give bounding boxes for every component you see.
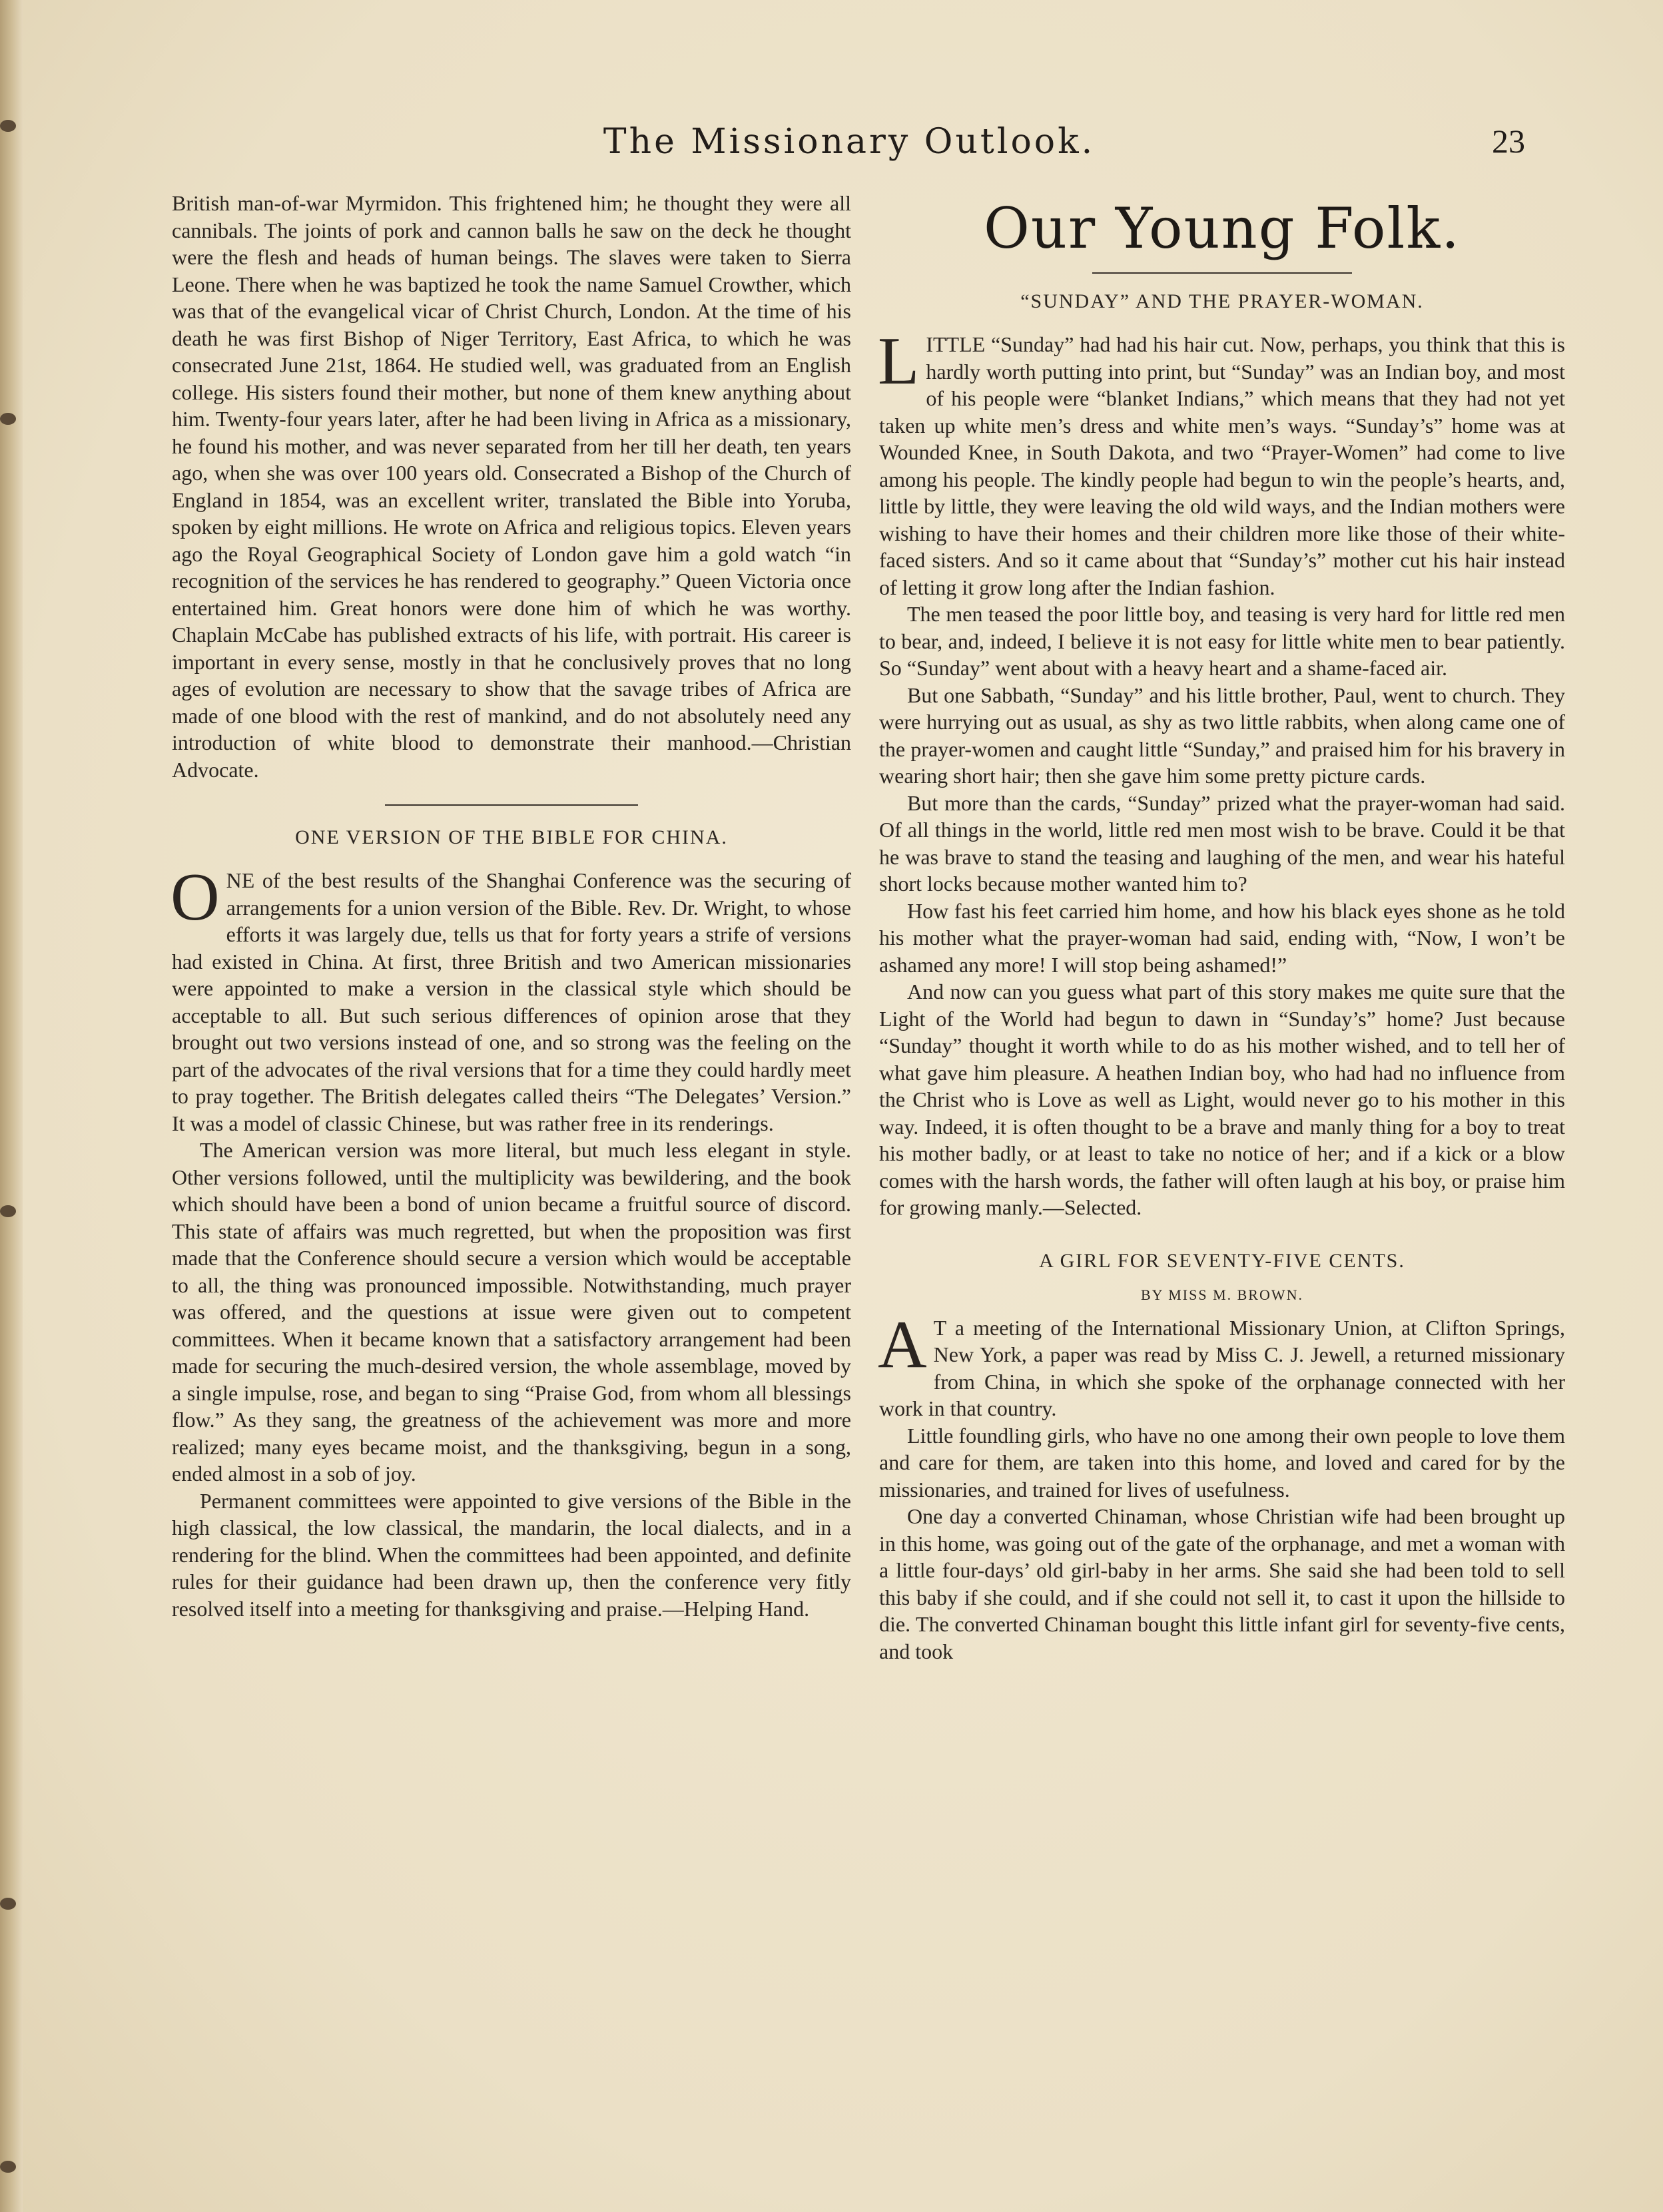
binding-stitch <box>0 413 16 425</box>
section-divider <box>1092 272 1352 274</box>
sunday-article-title: “SUNDAY” AND THE PRAYER-WOMAN. <box>1020 290 1424 312</box>
bible-article-paragraph: Permanent committees were appointed to give versions of the Bible in the high classical, the low classical, the mandarin, the local dialects, and in a rendering for the blind. When the committees had been appointed, and definite rules for their guidance had been drawn up, then the conference very fitly resolved itself into a meeting for thanksgiving and praise.—Helping Hand. <box>172 1488 851 1621</box>
girl-article-paragraph: Little foundling girls, who have no one among their own people to love them and care for them, are taken into this home, and loved and cared for by the missionaries, and trained for lives of usefulness. <box>879 1423 1565 1502</box>
binding-stitch <box>0 1205 16 1217</box>
sunday-article-paragraph: But one Sabbath, “Sunday” and his little brother, Paul, went to church. They were hurrying out as usual, as shy as two little rabbits, when along came one of the prayer-women and caught little “Sunday,” and praised him for his bravery in wearing short hair; then she gave him some pretty picture cards. <box>879 683 1565 788</box>
page-number: 23 <box>1492 123 1525 160</box>
sunday-article-paragraph: The men teased the poor little boy, and teasing is very hard for little red men to bear, and, indeed, I believe it is not easy for little white men to bear patiently. So “Sunday” went about with a heavy heart and a shame-faced air. <box>879 602 1565 680</box>
right-column <box>879 190 1565 1665</box>
sunday-article-paragraph <box>878 324 1565 601</box>
girl-article-title: A GIRL FOR SEVENTY-FIVE CENTS. <box>1039 1249 1405 1272</box>
sunday-paragraph-text: ITTLE “Sunday” had had his hair cut. Now, perhaps, you think that this is hardly worth putting into print, but “Sunday” was an Indian boy, and most of his people were “blanket Indians,” which means that they had not yet taken up white men’s dress and white men’s ways. “Sunday’s” home was at Wounded Knee, in South Dakota, and two “Prayer-Women” had come to live among his people. The kindly people had begun to win the people’s hearts, and, little by little, they were leaving the old wild ways, and the Indian mothers were wishing to have their homes and their children more like those of their white-faced sisters. And so it came about that “Sunday’s” mother cut his hair instead of letting it grow long after the Indian fashion. <box>879 332 1565 599</box>
drop-cap: A <box>878 1306 927 1382</box>
page-header <box>173 117 1525 176</box>
girl-paragraph-text: T a meeting of the International Missionary Union, at Clifton Springs, New York, a paper was read by Miss C. J. Jewell, a returned missionary from China, in which she spoke of the orphanage connected with her work in that country. <box>879 1315 1565 1420</box>
sunday-article-paragraph: And now can you guess what part of this story makes me quite sure that the Light of the World had begun to dawn in “Sunday’s” home? Just because “Sunday” thought it worth while to do as his mother wished, and to tell her of what gave him pleasure. A heathen Indian boy, who had had no influence from the Christ who is Love as well as Light, would never go to his mother in this way. Indeed, it is often thought to be a brave and manly thing for a boy to treat his mother badly, or at least to take no notice of her; and if a kick or a blow comes with the harsh words, the father will often laugh at his boy, or praise him for growing manly.—Selected. <box>879 979 1565 1219</box>
binding-stitch <box>0 120 16 132</box>
binding-stitch <box>0 1898 16 1910</box>
sunday-article-paragraph: But more than the cards, “Sunday” prized what the prayer-woman had said. Of all things in the world, little red men most wish to be brave. Could it be that he was brave to stand the teasing and laughing of the men, and wear his hateful short locks because mother wanted him to? <box>879 790 1565 896</box>
left-column <box>172 190 851 1622</box>
crowther-paragraph: British man-of-war Myrmidon. This frightened him; he thought they were all cannibals. The joints of pork and cannon balls he saw on the deck he thought were the flesh and heads of human beings. The slaves were taken to Sierra Leone. There when he was baptized he took the name Samuel Crowther, which was that of the evangelical vicar of Christ Church, London. At the time of his death he was first Bishop of Niger Territory, East Africa, to which he was consecrated June 21st, 1864. He studied well, was graduated from an English college. His sisters found their mother, but none of them knew anything about him. Twenty-four years later, after he had been living in Africa as a missionary, he found his mother, and was never separated from her till her death, ten years ago, when she was over 100 years old. Consecrated a Bishop of the Church of England in 1854, was an excellent writer, translated the Bible into Yoruba, spoken by eight millions. He wrote on Africa and religious topics. Eleven years ago the Royal Geographical Society of London gave him a gold watch “in recognition of the services he has rendered to geography.” Queen Victoria once entertained him. Great honors were done him of which he was worthy. Chaplain McCabe has published extracts of his life, with portrait. His career is important in every sense, mostly in that he conclusively proves that no long ages of evolution are necessary to show that the savage tribes of Africa are made of one blood with the rest of mankind, and do not absolutely need any introduction of white blood to demonstrate their manhood.—Christian Advocate. <box>172 191 851 782</box>
section-title: Our Young Folk. <box>984 196 1461 261</box>
drop-cap: L <box>878 324 920 399</box>
bible-article-paragraph: The American version was more literal, but much less elegant in style. Other versions followed, until the multiplicity was bewildering, and the book which should have been a bond of union became a fruitful source of discord. This state of affairs was much regretted, but when the proposition was first made that the Conference should secure a version which would be acceptable to all, the thing was pronounced impossible. Notwithstanding, much prayer was offered, and the questions at issue were given out to competent committees. When it became known that a satisfactory arrangement had been made for securing the much-desired version, the whole assemblage, moved by a single impulse, rose, and began to sing “Praise God, from whom all blessings flow.” As they sang, the greatness of the achievement was more and more realized; many eyes became moist, and the thanksgiving, begun in a song, ended almost in a sob of joy. <box>172 1138 851 1486</box>
article-divider <box>385 804 638 806</box>
girl-article-paragraph: One day a converted Chinaman, whose Christian wife had been brought up in this home, was going out of the gate of the orphanage, and met a woman with a little four-days’ old girl-baby in her arms. She said she had been told to sell this baby if she could, and if she could not sell it, to cast it upon the hillside to die. The converted Chinaman bought this little infant girl for seventy-five cents, and took <box>879 1504 1565 1663</box>
sunday-article-paragraph: How fast his feet carried him home, and how his black eyes shone as he told his mother what the prayer-woman had said, ending with, “Now, I won’t be ashamed any more! I will stop being ashamed!” <box>879 898 1565 977</box>
bible-paragraph-text: NE of the best results of the Shanghai Conference was the securing of arrangements for a union version of the Bible. Rev. Dr. Wright, to whose efforts it was largely due, tells us that for forty years a strife of versions had existed in China. At first, three British and two American missionaries were appointed to make a version in the classical style which should be acceptable to all. But such serious differences of opinion arose that they brought out two versions instead of one, and so strong was the feeling on the part of the advocates of the rival versions that for a time they could hardly meet to pray together. The British delegates called theirs “The Delegates’ Version.” It was a model of classic Chinese, but was rather free in its renderings. <box>172 868 851 1135</box>
girl-article-paragraph <box>878 1306 1565 1422</box>
binding-stitch <box>0 2161 16 2173</box>
bible-article-paragraph <box>170 860 851 1137</box>
bible-article-title: ONE VERSION OF THE BIBLE FOR CHINA. <box>295 826 728 848</box>
girl-article-byline: BY MISS M. BROWN. <box>1140 1286 1304 1303</box>
page-binding-edge <box>0 0 23 2212</box>
drop-cap: O <box>170 860 220 935</box>
magazine-title: The Missionary Outlook. <box>603 122 1096 162</box>
